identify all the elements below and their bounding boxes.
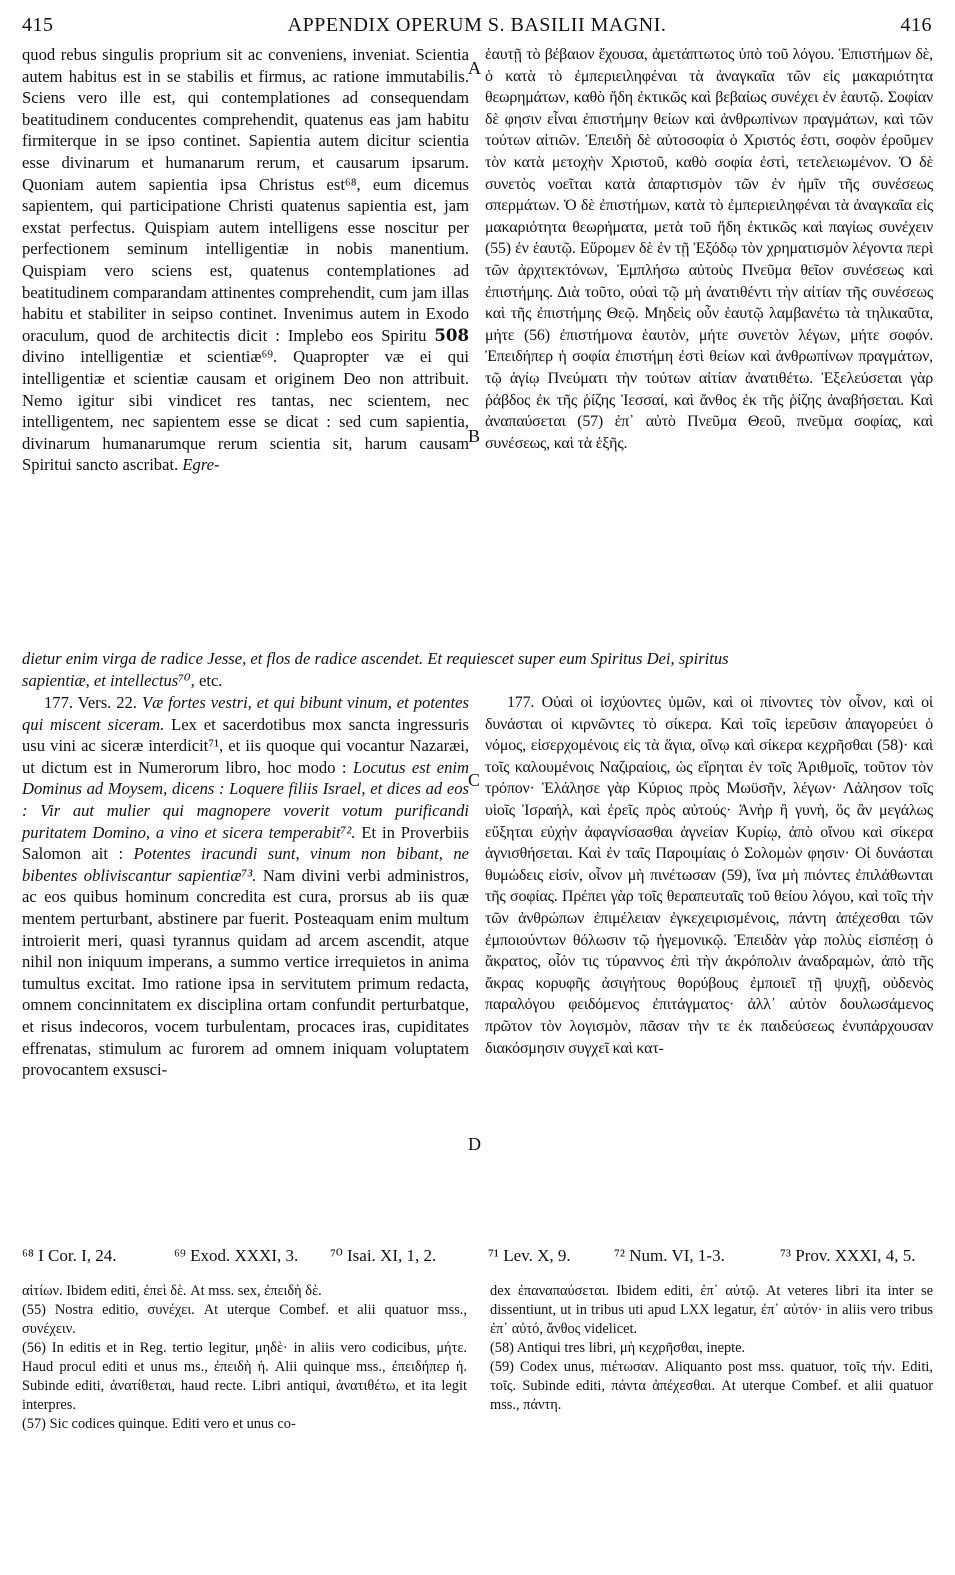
- full-width-line: [22, 648, 932, 691]
- latin-text-cont: divino intelligentiæ et scientiæ⁶⁹. Quapropter væ ei qui intelligentiæ et scientiæ causam et originem Deo non attribuit. Nemo igitur sibi vindicet res tantas, nec scientem, nec intelligentem, nec sapientem esse se dicat : sed cum sapientia, divinarum humanarumque rerum scientia sit, harum causam Spiritui sancto ascribat.: [22, 347, 469, 475]
- left-column-lower: [22, 692, 469, 1081]
- latin-text: quod rebus singulis proprium sit ac conveniens, inveniat. Scientia autem habitus est in se stabilis et firmus, ac ratione immutabilis. Sciens vero ille est, qui contemplationes ad consequendam beatitudinem conducentes comprehendit, quatenus eas jam habitu firmiterque in se ipso continet. Sapientia autem dicitur scientia esse divinarum et humanarum rerum, et causarum ipsarum. Quoniam autem sapientia ipsa Christus est⁶⁸, eum dicemus sapientem, qui participatione Christi quatenus sapientia est, jam exstat perfectus. Quispiam autem intelligens esse noscitur per perfectionem seminum intelligentiæ in nobis manentium. Quispiam vero sciens est, quatenus contemplationes ad beatitudinem comparandam attinentes comprehendit, cum jam illas habitu et stabiliter in seipso continet. Invenimus autem in Exodo oraculum, quod de architectis dicit : Implebo eos Spiritu: [22, 45, 469, 345]
- margin-letter-a: A: [468, 58, 481, 78]
- note: dex ἐπαναπαύσεται. Ibidem editi, ἐπ᾽ αὐτῷ. At veteres libri ita inter se dissentiunt, ut in tribus uti apud LXX legatur, ἐπ᾽ αὐτόν· in aliis vero tribus ἐπ᾽ αὐτό, ἄνθος videlicet.: [490, 1283, 933, 1337]
- critical-notes-right: [490, 1282, 933, 1415]
- latin-text: Et in Proverbiis Salomon ait :: [22, 822, 469, 864]
- page-number-right: 416: [900, 14, 932, 36]
- greek-paragraph-2: 177. Οὐαὶ οἱ ἰσχύοντες ὑμῶν, καὶ οἱ πίνοντες τὸν οἶνον, καὶ οἱ δυνάσται οἱ κιρνῶντες τὸ σίκερα. Καὶ τοῖς ἱερεῦσιν ἀπαγορεύει ὁ νόμος, εἰσερχομένοις εἰς τὰ ἅγια, οἴνῳ καὶ σίκερα κεχρῆσθαι (58)· καὶ τοῖς καλουμένοις Ναζιραίοις, ὡς εἴρηται ἐν τοῖς Ἀριθμοῖς, τοῦτον τὸν τρόπον· Ἐλάλησε γὰρ Κύριος πρὸς Μωϋσῆν, λέγων· Λάλησον τοῖς υἱοῖς Ἰσραήλ, καὶ ἐρεῖς πρὸς αὐτούς· Ἀνὴρ ἢ γυνὴ, ὅς ἂν μεγάλως εὔξηται εὐχὴν ἀφαγνίσασθαι ἁγνείαν Κυρίῳ, ἀπὸ οἴνου καὶ σίκερα ἁγνισθήσεται. Καὶ ἐν ταῖς Παροιμίαις ὁ Σολομὼν φησιν· Οἱ δυνάσται θυμώδεις εἰσίν, οἶνον μὴ πινέτωσαν (59), ἵνα μὴ πιόντες ἐπιλάθωνται τῆς σοφίας. Πρέπει γὰρ τοῖς θεραπευταῖς τοῦ θείου λόγου, καὶ τοῖς τὴν τῶν ἀνθρώπων ἐπιμέλειαν ἐγκεχειρισμένοις, πάντη ἀπέχεσθαι τῶν ἐμποιούντων θόλωσιν τῷ ἡγεμονικῷ. Ἐπειδὰν γὰρ πολὺς εἰσπέσῃ ὁ ἄκρατος, οἷόν τις τύραννος ἐπὶ τὴν ἀκρόπολιν ἀναδραμὼν, ἀπὸ τῆς ἄκρας κορυφῆς ἀσιγήτους θορύβους ἐμποιεῖ τῇ ψυχῇ, οὐδενὸς παραλόγου φειδόμενος ἐπιτάγματος· ἀλλ᾽ αὐτὸν δουλωσάμενος πρῶτον τὸν λογισμὸν, πᾶσαν τὴν τε ἐκ παιδεύσεως ἐνυπάρχουσαν διακόσμησιν συγχεῖ καὶ κατ-: [485, 694, 933, 1057]
- latin-italic-text: Egre-: [182, 455, 220, 475]
- note: (55) Nostra editio, συνέχει. At uterque Combef. et alii quatuor mss., συνέχειν.: [22, 1302, 467, 1337]
- proverbs-quote: Potentes iracundi sunt, vinum non bibant, ne bibentes obliviscantur sapientiæ⁷³.: [22, 844, 470, 885]
- latin-text: Nam divini verbi administros, ac eos quibus hominum concredita est cura, prorsus ab iis quæ mentem perturbant, abstinere par fuerit. Posteaquam enim multum introierit meri, quasi tyrannus quidam ad arcem ascendit, atque nihil non iniquum imperans, a summo vertice irrequietos in anima tumultus excitat. Imo ratione ipsa in servitutem primum redacta, omnem concinnitatem ex disciplina ortam confundit perturbatque, et risus indecoros, vocem turbulentam, procaces iras, cupiditates effrenatas, stimulum ac furorem ad omnem iniquam voluptatem provocantem exsusci-: [22, 865, 469, 1080]
- note: αἰτίων. Ibidem editi, ἐπεὶ δὲ. At mss. sex, ἐπειδὴ δὲ.: [22, 1283, 322, 1299]
- footnote-ref: ⁷¹ Lev. X, 9.: [488, 1246, 571, 1265]
- page-header: [22, 14, 932, 42]
- margin-letter-d: D: [468, 1134, 481, 1154]
- footnote-ref: ⁶⁹ Exod. XXXI, 3.: [174, 1246, 299, 1265]
- footnote-ref: ⁶⁸ I Cor. I, 24.: [22, 1246, 117, 1265]
- note: (57) Sic codices quinque. Editi vero et unus co-: [22, 1416, 296, 1432]
- full-line-etc: etc.: [198, 670, 223, 690]
- verse-label: 177. Vers. 22.: [44, 693, 137, 712]
- full-line-italic: dietur enim virga de radice Jesse, et flos de radice ascendet. Et requiescet super eum Spiritus Dei, spiritus: [22, 649, 729, 668]
- left-column-upper: [22, 44, 469, 476]
- note: (58) Antiqui tres libri, μὴ κεχρῆσθαι, inepte.: [490, 1340, 746, 1356]
- right-column-lower: [485, 692, 933, 1059]
- latin-paragraph-2: [22, 692, 469, 1081]
- latin-text: Lex et sacerdotibus mox sancta ingressuris usu vini ac siceræ interdicit⁷¹, et iis quoque qui vocantur Nazaræi, ut dictum est in Numerorum libro, hoc modo :: [22, 714, 470, 777]
- running-title: APPENDIX OPERUM S. BASILII MAGNI.: [287, 14, 667, 36]
- full-line-italic-2: sapientiæ, et intellectus⁷⁰,: [22, 670, 195, 690]
- scripture-references: [22, 1246, 932, 1270]
- column-number: 508: [434, 324, 469, 345]
- footnote-ref: ⁷² Num. VI, 1-3.: [614, 1246, 725, 1265]
- verse-quote: Væ fortes vestri, et qui bibunt vinum, et potentes qui miscent siceram.: [22, 693, 469, 734]
- footnote-ref: ⁷⁰ Isai. XI, 1, 2.: [330, 1246, 437, 1265]
- numbers-quote: Locutus est enim Dominus ad Moysem, dicens : Loquere filiis Israel, et dices ad eos : Vir aut mulier qui magnopere voverit votum purificandi puritatem Domino, a vino et sicera temperabit⁷².: [22, 757, 469, 842]
- margin-letter-c: C: [468, 770, 481, 790]
- latin-paragraph-1: [22, 44, 469, 476]
- greek-paragraph-1: ἑαυτῇ τὸ βέβαιον ἔχουσα, ἀμετάπτωτος ὑπὸ τοῦ λόγου. Ἐπιστήμων δὲ, ὁ κατὰ τὸ ἐμπεριειληφέναι τὰ ἀναγκαῖα τῶν εἰς μακαριότητα θεωρημάτων, καθὸ ἤδη ἐκτικῶς καὶ βεβαίως συνέχει ἐν ἑαυτῷ. Σοφίαν δὲ φησιν εἶναι ἐπιστήμην θείων καὶ ἀνθρωπίνων πραγμάτων, καὶ τῶν τούτων αἰτιῶν. Ἐπειδὴ δὲ αὐτοσοφία ὁ Χριστός ἐστι, σοφὸν ἐροῦμεν τὸν κατὰ μετοχὴν Χριστοῦ, καθὸ σοφία ἐστὶ, τετελειωμένον. Ὁ δὲ συνετὸς νοεῖται κατὰ ἀπαρτισμὸν τῶν ἐν ἡμῖν τῆς συνέσεως σπερμάτων. Ὁ δὲ ἐπιστήμων, κατὰ τὸ ἐμπεριειληφέναι τὰ ἀναγκαῖα εἰς μακαριότητα θεωρήματα, μετὰ τοῦ ἤδη ἐκτικῶς καὶ παγίως συνέχειν (55) ἐν ἑαυτῷ. Εὕρομεν δὲ ἐν τῇ Ἐξόδῳ τὸν χρηματισμὸν λέγοντα περὶ τῶν ἀρχιτεκτόνων, Ἐμπλήσω αὐτοὺς Πνεῦμα θεῖον συνέσεως καὶ ἐπιστήμης. Διὰ τοῦτο, οὐαὶ τῷ μὴ ἀνατιθέντι τὴν αἰτίαν τῆς συνέσεως καὶ τῆς ἐπιστήμης Θεῷ. Μηδεὶς οὖν ἑαυτῷ λαμβανέτω τὰ τηλικαῦτα, μήτε (56) ἐπιστήμονα ἑαυτὸν, μήτε συνετὸν λέγων, μήτε σοφόν. Ἐπειδήπερ ἡ σοφία ἐπιστήμη ἐστὶ θείων καὶ ἀνθρωπίνων πραγμάτων, τῷ ἁγίῳ Πνεύματι τὴν τούτων αἰτίαν ἀνατιθέτω. Ἐξελεύσεται γὰρ ῥάβδος ἐκ τῆς ῥίζης Ἰεσσαί, καὶ ἄνθος ἐκ τῆς ῥίζης ἀναβήσεται. Καὶ ἀναπαύσεται (57) ἐπ᾽ αὐτὸ Πνεῦμα Θεοῦ, πνεῦμα σοφίας, καὶ συνέσεως, καὶ τὰ ἑξῆς.: [485, 46, 933, 452]
- footnote-ref: ⁷³ Prov. XXXI, 4, 5.: [780, 1246, 916, 1265]
- page-number-left: 415: [22, 14, 54, 36]
- margin-letter-b: B: [468, 426, 481, 446]
- note: (59) Codex unus, πιέτωσαν. Aliquanto post mss. quatuor, τοῖς τήν. Editi, τοῖς. Subinde editi, πάντα ἀπέχεσθαι. At uterque Combef. et alii quatuor mss., πάντη.: [490, 1359, 933, 1413]
- right-column-upper: [485, 44, 933, 454]
- critical-notes-left: [22, 1282, 467, 1434]
- note: (56) In editis et in Reg. tertio legitur, μηδὲ· in aliis vero codicibus, μήτε. Haud procul editi et unus ms., ἐπειδὴ ἡ. Alii quinque mss., ἐπειδήπερ ἡ. Subinde editi, ἀνατίθεται, haud recte. Libri antiqui, ἀνατιθέτω, et ita legit interpres.: [22, 1340, 467, 1413]
